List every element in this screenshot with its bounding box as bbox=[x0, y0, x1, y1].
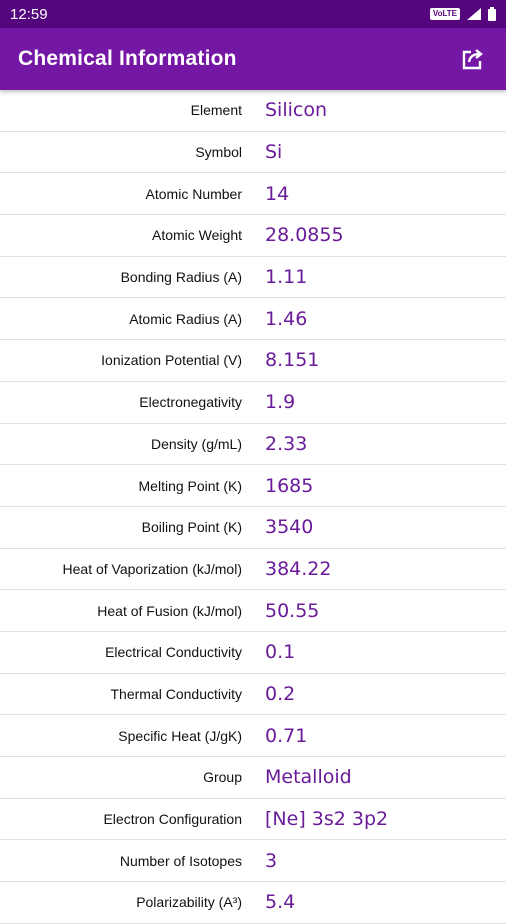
property-row-electrical-conductivity bbox=[0, 632, 506, 674]
property-value: 2.33 bbox=[265, 432, 308, 455]
property-row-number-of-isotopes bbox=[0, 840, 506, 882]
property-row-bonding-radius bbox=[0, 257, 506, 299]
volte-badge: VoLTE bbox=[430, 8, 460, 20]
signal-icon bbox=[466, 7, 482, 21]
property-row-atomic-number bbox=[0, 173, 506, 215]
property-label: Electrical Conductivity bbox=[105, 644, 242, 661]
property-label: Number of Isotopes bbox=[119, 852, 242, 869]
property-label: Density (g/mL) bbox=[150, 435, 242, 452]
property-row-electron-configuration bbox=[0, 799, 506, 841]
property-row-melting-point bbox=[0, 465, 506, 507]
property-value: 50.55 bbox=[265, 599, 320, 622]
property-row-polarizability bbox=[0, 882, 506, 924]
property-row-group bbox=[0, 757, 506, 799]
property-label: Symbol bbox=[195, 144, 242, 161]
property-label: Atomic Radius (A) bbox=[129, 310, 242, 327]
property-row-density bbox=[0, 424, 506, 466]
property-value: Silicon bbox=[265, 99, 328, 122]
status-icons bbox=[430, 7, 496, 21]
property-value: 28.0855 bbox=[265, 224, 344, 247]
property-label: Polarizability (A³) bbox=[136, 894, 242, 911]
property-value: 0.71 bbox=[265, 724, 308, 747]
property-label: Specific Heat (J/gK) bbox=[118, 727, 242, 744]
property-label: Group bbox=[203, 769, 242, 786]
property-value: 0.1 bbox=[265, 641, 296, 664]
property-row-heat-of-fusion bbox=[0, 590, 506, 632]
status-time: 12:59 bbox=[10, 5, 48, 23]
property-row-atomic-radius bbox=[0, 298, 506, 340]
battery-icon bbox=[488, 7, 496, 21]
property-value: 14 bbox=[265, 182, 290, 205]
property-value: 3540 bbox=[265, 516, 314, 539]
property-row-ionization-potential bbox=[0, 340, 506, 382]
property-row-specific-heat bbox=[0, 715, 506, 757]
app-bar bbox=[0, 28, 506, 90]
property-row-atomic-weight bbox=[0, 215, 506, 257]
property-row-symbol bbox=[0, 132, 506, 174]
share-icon bbox=[461, 48, 485, 70]
property-label: Electron Configuration bbox=[103, 811, 242, 828]
share-button[interactable] bbox=[458, 44, 488, 74]
property-value: 1.46 bbox=[265, 307, 308, 330]
page-title: Chemical Information bbox=[18, 47, 237, 70]
property-value: 5.4 bbox=[265, 891, 296, 914]
property-value: 1.9 bbox=[265, 391, 296, 414]
property-value: 3 bbox=[265, 849, 278, 872]
property-value: 1685 bbox=[265, 474, 314, 497]
property-value: Si bbox=[265, 141, 283, 164]
property-label: Boiling Point (K) bbox=[141, 519, 242, 536]
property-label: Heat of Vaporization (kJ/mol) bbox=[62, 560, 242, 577]
property-label: Electronegativity bbox=[139, 394, 242, 411]
property-value: Metalloid bbox=[265, 766, 352, 789]
status-bar bbox=[0, 0, 506, 28]
property-label: Bonding Radius (A) bbox=[120, 269, 242, 286]
property-label: Atomic Weight bbox=[152, 227, 242, 244]
property-row-boiling-point bbox=[0, 507, 506, 549]
property-label: Melting Point (K) bbox=[138, 477, 242, 494]
property-value: [Ne] 3s2 3p2 bbox=[265, 808, 389, 831]
property-list bbox=[0, 90, 506, 924]
property-row-element bbox=[0, 90, 506, 132]
property-row-thermal-conductivity bbox=[0, 674, 506, 716]
property-value: 384.22 bbox=[265, 557, 332, 580]
property-label: Thermal Conductivity bbox=[110, 685, 242, 702]
property-label: Heat of Fusion (kJ/mol) bbox=[97, 602, 242, 619]
property-label: Atomic Number bbox=[145, 185, 242, 202]
property-value: 8.151 bbox=[265, 349, 320, 372]
property-label: Element bbox=[190, 102, 242, 119]
property-label: Ionization Potential (V) bbox=[101, 352, 242, 369]
property-value: 1.11 bbox=[265, 266, 308, 289]
property-row-heat-of-vaporization bbox=[0, 549, 506, 591]
property-value: 0.2 bbox=[265, 682, 296, 705]
property-row-electronegativity bbox=[0, 382, 506, 424]
